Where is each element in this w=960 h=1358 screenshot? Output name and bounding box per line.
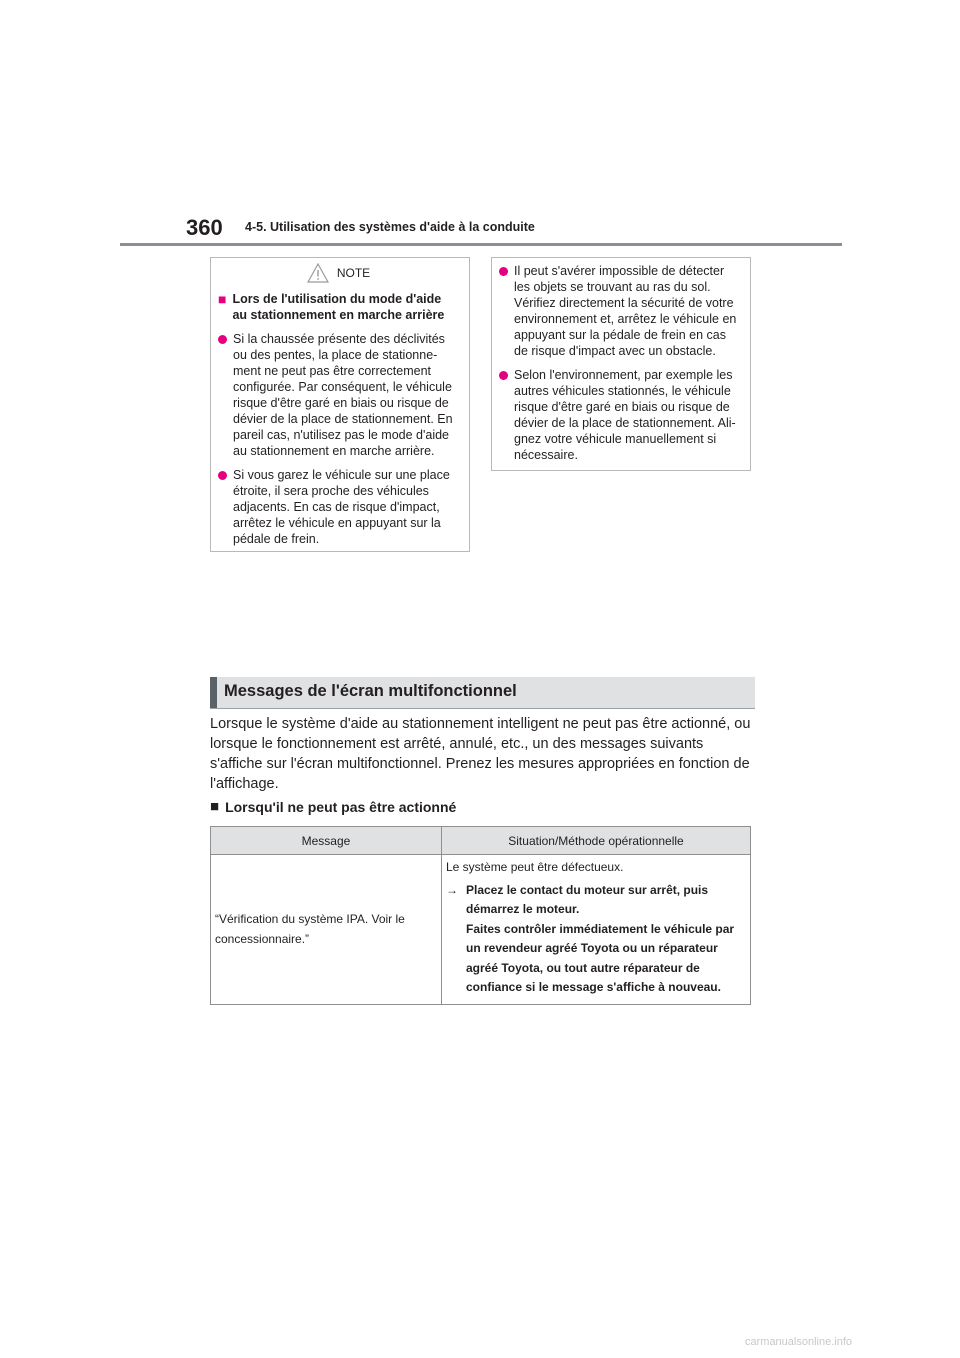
action-text: Faites contrôler immédiatement le véhicule par un revendeur agréé Toyota ou un réparateur agréé Toyota, ou tout autre réparateur de confiance si le message s'affiche à nouveau. bbox=[466, 921, 735, 994]
dot-bullet-icon bbox=[499, 371, 508, 380]
section-title: Messages de l'écran multifonctionnel bbox=[224, 682, 517, 700]
section-bar bbox=[210, 677, 755, 709]
intro-paragraph: Lorsque le système d'aide au stationnement intelligent ne peut pas être actionné, ou lorsque le fonctionnement est arrêté, annulé, etc., un des messages suivants s'affiche sur l'écran multifonctionnel. Prenez les mesures appropriées en fonction de l'affichage. bbox=[210, 716, 751, 792]
note-item-text: Si vous garez le véhicule sur une place étroite, il sera proche des véhicules adjacents. En cas de risque d'impact, arrêtez le véhicule en appuyant sur la pédale de frein. bbox=[233, 468, 450, 546]
dot-bullet-icon bbox=[499, 267, 508, 276]
note-item-text: Selon l'environnement, par exemple les autres véhicules stationnés, le véhicule risque d'être garé en biais ou risque de dévier de la place de stationnement. Ali-gnez votre véhicule manuellement si nécessaire. bbox=[514, 368, 736, 462]
warning-icon bbox=[307, 263, 329, 283]
note-box-right bbox=[491, 257, 751, 471]
note-item bbox=[218, 467, 459, 547]
note-title-text: NOTE bbox=[336, 266, 371, 280]
square-bullet-icon: ■ bbox=[218, 291, 227, 307]
table-header-row bbox=[211, 827, 751, 855]
situation-cell bbox=[442, 855, 751, 1005]
message-table bbox=[210, 826, 751, 1005]
note-box-left bbox=[210, 257, 470, 552]
note-heading-text: Lors de l'utilisation du mode d'aide au stationnement en marche arrière bbox=[232, 292, 445, 322]
note-item bbox=[499, 263, 740, 359]
square-bullet-icon: ■ bbox=[210, 798, 220, 815]
note-item bbox=[499, 367, 740, 463]
note-item-text: Il peut s'avérer impossible de détecter les objets se trouvant au ras du sol. Vérifiez directement la sécurité de votre environnement et, arrêtez le véhicule en appuyant sur la pédale de frein en cas de risque d'impact avec un obstacle. bbox=[514, 264, 737, 358]
note-title bbox=[218, 258, 459, 288]
column-header-message: Message bbox=[211, 827, 442, 855]
action-text-group bbox=[466, 881, 746, 998]
table-row bbox=[211, 855, 751, 1005]
watermark: carmanualsonline.info bbox=[745, 1336, 853, 1348]
dot-bullet-icon bbox=[218, 471, 227, 480]
sub-heading-text: Lorsqu'il ne peut pas être actionné bbox=[225, 798, 457, 815]
message-cell: “Vérification du système IPA. Voir le concessionnaire.” bbox=[211, 855, 442, 1005]
note-item-text: Si la chaussée présente des déclivités ou des pentes, la place de stationne-ment ne peut pas être correctement configurée. Par conséquent, le véhicule risque d'être garé en biais ou risque de dévier de la place de stationnement. En pareil cas, n'utilisez pas le mode d'aide au stationnement en marche arrière. bbox=[233, 332, 453, 458]
action-step bbox=[446, 881, 746, 998]
action-text: Placez le contact du moteur sur arrêt, puis démarrez le moteur. bbox=[466, 882, 709, 916]
dot-bullet-icon bbox=[218, 335, 227, 344]
header-rule bbox=[120, 243, 842, 246]
note-item bbox=[218, 331, 459, 459]
situation-text: Le système peut être défectueux. bbox=[446, 860, 624, 874]
arrow-right-icon: → bbox=[446, 882, 458, 897]
running-header: 4-5. Utilisation des systèmes d'aide à la conduite bbox=[245, 220, 535, 234]
section-bar-accent bbox=[210, 677, 217, 708]
sub-heading bbox=[210, 798, 456, 815]
column-header-situation: Situation/Méthode opérationnelle bbox=[442, 827, 751, 855]
note-heading bbox=[218, 291, 459, 323]
page-number: 360 bbox=[186, 215, 223, 240]
